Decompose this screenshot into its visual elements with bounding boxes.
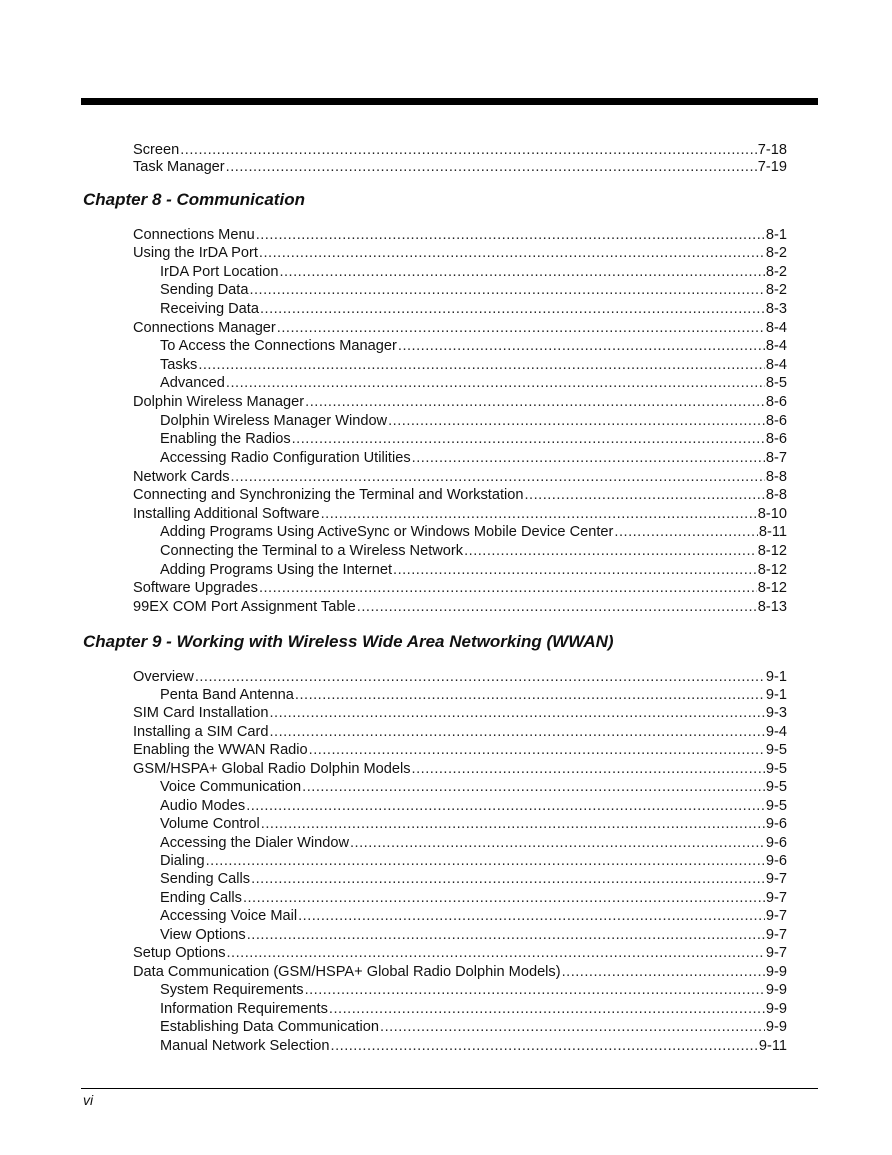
toc-entry[interactable] [133,723,787,742]
toc-entry-page: 9-4 [765,723,787,740]
toc-entry-label: Volume Control [160,816,260,833]
dot-leader [247,926,765,945]
toc-entry[interactable] [133,468,787,487]
toc-entry[interactable] [160,834,787,853]
toc-entry[interactable] [133,505,787,524]
toc-entry[interactable] [160,797,787,816]
toc-entry[interactable] [160,686,787,705]
dot-leader [464,542,757,561]
toc-entry-page: 8-4 [765,338,787,355]
toc-entry-label: To Access the Connections Manager [160,338,397,355]
toc-entry-page: 8-11 [758,524,787,541]
dot-leader [259,579,757,598]
toc-entry[interactable] [133,393,787,412]
chapter-8-heading: Chapter 8 - Communication [83,190,305,209]
dot-leader [329,1000,765,1019]
toc-entry[interactable] [160,815,787,834]
toc-entry-page: 9-7 [765,945,787,962]
toc-entry-label: Screen [133,142,180,158]
toc-entry[interactable] [160,356,787,375]
toc-entry-page: 9-7 [765,926,787,943]
toc-entry-label: GSM/HSPA+ Global Radio Dolphin Models [133,760,411,777]
toc-entry[interactable] [133,704,787,723]
toc-entry-label: Connections Menu [133,226,255,243]
dot-leader [412,760,765,779]
page-number: vi [83,1092,94,1108]
toc-entry-label: Connecting the Terminal to a Wireless Network [160,543,464,560]
toc-entry-label: Audio Modes [160,797,246,814]
toc-entry[interactable] [160,778,787,797]
dot-leader [269,723,764,742]
toc-entry-page: 9-9 [765,1000,787,1017]
toc-entry-page: 8-2 [765,282,787,299]
dot-leader [298,907,765,926]
toc-entry-page: 9-7 [765,871,787,888]
toc-entry-page: 9-6 [765,834,787,851]
toc-entry-label: Installing Additional Software [133,505,320,522]
toc-entry-page: 8-12 [757,561,787,578]
toc-entry[interactable] [160,300,787,319]
toc-entry-page: 7-19 [757,158,787,175]
toc-entry-page: 8-12 [757,580,787,597]
dot-leader [380,1018,765,1037]
toc-entry[interactable] [160,374,787,393]
dot-leader [292,430,765,449]
toc-entry-page: 8-4 [765,356,787,373]
toc-entry[interactable] [160,852,787,871]
dot-leader [277,319,765,338]
toc-entry-label: Dolphin Wireless Manager [133,394,305,411]
toc-entry[interactable] [160,337,787,356]
toc-entry-label: Dolphin Wireless Manager Window [160,412,388,429]
toc-entry-page: 8-2 [765,245,787,262]
toc-entry-page: 8-4 [765,319,787,336]
dot-leader [226,158,757,177]
toc-entry[interactable] [133,760,787,779]
dot-leader [350,834,765,853]
toc-entry-label: IrDA Port Location [160,263,279,280]
toc-entry-label: Dialing [160,853,205,869]
toc-entry-label: Data Communication (GSM/HSPA+ Global Radio Dolphin Models) [133,963,561,980]
toc-entry[interactable] [160,926,787,945]
toc-entry-label: SIM Card Installation [133,705,269,722]
toc-entry-page: 7-18 [757,142,787,158]
toc-entry-label: Enabling the WWAN Radio [133,742,308,759]
dot-leader [261,815,765,834]
toc-entry[interactable] [133,741,787,760]
toc-entry-page: 8-13 [757,598,787,615]
toc-entry[interactable] [160,1000,787,1019]
toc-entry-page: 9-6 [765,853,787,869]
toc-entry-label: Receiving Data [160,300,259,317]
toc-entry-label: Enabling the Radios [160,431,291,448]
toc-entry[interactable] [160,281,787,300]
dot-leader [305,393,765,412]
toc-entry-label: Adding Programs Using the Internet [160,561,393,578]
toc-entry-label: Ending Calls [160,889,242,906]
toc-entry-page: 9-7 [765,908,787,925]
toc-entry-page: 8-7 [765,449,787,466]
dot-leader [309,741,765,760]
toc-entry-label: View Options [160,926,246,943]
dot-leader [256,226,765,245]
dot-leader [226,374,765,393]
toc-entry-page: 9-1 [765,668,787,685]
toc-entry-label: Information Requirements [160,1000,328,1017]
toc-entry-label: Adding Programs Using ActiveSync or Windows Mobile Device Center [160,524,614,541]
dot-leader [246,797,765,816]
toc-entry-page: 9-7 [765,889,787,906]
toc-entry-label: Manual Network Selection [160,1037,330,1054]
toc-entry[interactable] [160,1037,787,1056]
header-rule [81,98,818,105]
toc-entry[interactable] [160,907,787,926]
toc-entry-label: Installing a SIM Card [133,723,269,740]
toc-entry-page: 9-9 [765,963,787,980]
toc-entry-page: 9-5 [765,779,787,796]
dot-leader [302,778,765,797]
toc-entry[interactable] [160,1018,787,1037]
dot-leader [260,300,765,319]
toc-entry-label: Penta Band Antenna [160,686,294,703]
dot-leader [321,505,757,524]
toc-entry-page: 9-6 [765,816,787,833]
toc-entry-page: 9-11 [758,1037,787,1054]
dot-leader [198,356,765,375]
dot-leader [524,486,764,505]
toc-entry-label: Connecting and Synchronizing the Terminal and Workstation [133,487,524,504]
toc-entry[interactable] [160,523,787,542]
toc-entry[interactable] [160,981,787,1000]
toc-entry-page: 8-1 [765,226,787,243]
toc-entry[interactable] [133,963,787,982]
toc-entry-label: Accessing Radio Configuration Utilities [160,449,411,466]
toc-entry-page: 9-3 [765,705,787,722]
toc-entry[interactable] [160,561,787,580]
toc-entry-label: Setup Options [133,945,226,962]
dot-leader [562,963,765,982]
toc-entry-label: Task Manager [133,158,225,175]
dot-leader [331,1037,758,1056]
toc-entry[interactable] [133,158,787,177]
toc-entry-page: 9-5 [765,797,787,814]
dot-leader [227,944,765,963]
toc-entry-page: 8-10 [757,505,787,522]
dot-leader [305,981,765,1000]
toc-entry[interactable] [133,579,787,598]
toc-entry[interactable] [160,889,787,908]
toc-entry-page: 8-2 [765,263,787,280]
dot-leader [206,852,765,871]
dot-leader [393,561,757,580]
toc-entry-page: 8-12 [757,543,787,560]
dot-leader [195,668,765,687]
dot-leader [398,337,765,356]
footer-rule [81,1088,818,1089]
toc-entry-page: 9-9 [765,1019,787,1036]
toc-entry[interactable] [160,263,787,282]
toc-entry-label: Sending Calls [160,871,251,888]
toc-entry-page: 8-5 [765,375,787,392]
toc-entry[interactable] [160,870,787,889]
toc-entry-page: 8-6 [765,431,787,448]
toc-entry-label: 99EX COM Port Assignment Table [133,598,356,615]
toc-entry-label: Network Cards [133,468,230,485]
dot-leader [279,263,764,282]
toc-entry[interactable] [133,668,787,687]
chapter-9-heading: Chapter 9 - Working with Wireless Wide Area Networking (WWAN) [83,632,614,651]
toc-entry-label: Establishing Data Communication [160,1019,380,1036]
toc-entry-page: 9-5 [765,742,787,759]
toc-entry-page: 8-8 [765,487,787,504]
toc-entry[interactable] [133,486,787,505]
toc-entry-page: 8-6 [765,394,787,411]
toc-entry-page: 8-3 [765,300,787,317]
toc-entry-label: Tasks [160,356,198,373]
dot-leader [231,468,765,487]
toc-entry-page: 9-9 [765,982,787,999]
toc-entry[interactable] [133,598,787,617]
dot-leader [357,598,757,617]
toc-entry-label: Connections Manager [133,319,276,336]
dot-leader [295,686,765,705]
toc-entry[interactable] [133,944,787,963]
toc-entry[interactable] [133,244,787,263]
toc-entry-label: Accessing the Dialer Window [160,834,349,851]
dot-leader [269,704,764,723]
toc-entry-label: Accessing Voice Mail [160,908,298,925]
toc-entry-label: Overview [133,668,194,685]
toc-entry-page: 9-5 [765,760,787,777]
dot-leader [412,449,765,468]
toc-entry[interactable] [133,319,787,338]
toc-entry[interactable] [160,412,787,431]
dot-leader [259,244,765,263]
toc-entry-label: System Requirements [160,982,304,999]
toc-entry-label: Using the IrDA Port [133,245,258,262]
toc-entry[interactable] [160,542,787,561]
toc-entry-label: Software Upgrades [133,580,258,597]
toc-entry-page: 9-1 [765,686,787,703]
dot-leader [243,889,765,908]
toc-entry-page: 8-6 [765,412,787,429]
dot-leader [388,412,765,431]
toc-entry[interactable] [160,449,787,468]
dot-leader [251,870,765,889]
toc-entry-label: Sending Data [160,282,249,299]
toc-entry-label: Voice Communication [160,779,302,796]
toc-entry-page: 8-8 [765,468,787,485]
toc-entry[interactable] [160,430,787,449]
toc-entry-label: Advanced [160,375,225,392]
dot-leader [614,523,757,542]
toc-entry[interactable] [133,226,787,245]
dot-leader [249,281,764,300]
